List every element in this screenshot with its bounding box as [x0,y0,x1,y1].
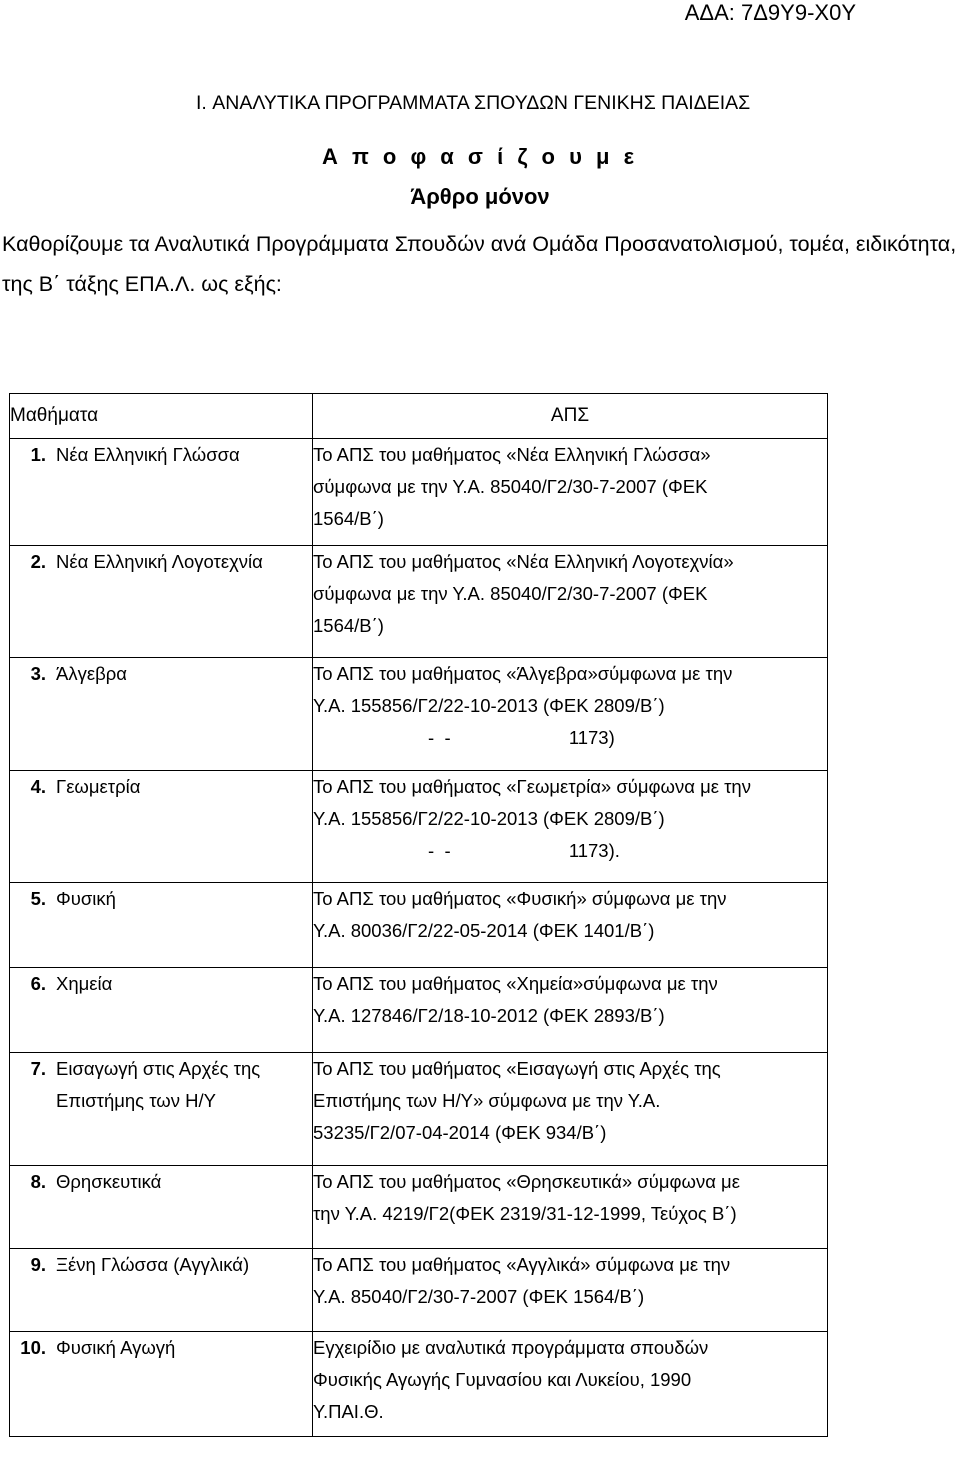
aps-line: Υ.Α. 155856/Γ2/22-10-2013 (ΦΕΚ 2809/Β΄) [313,695,665,716]
aps-line: Το ΑΠΣ του μαθήματος «Άλγεβρα»σύμφωνα με την [313,663,733,684]
aps-line: Το ΑΠΣ του μαθήματος «Χημεία»σύμφωνα με την [313,973,718,994]
curriculum-table [9,393,828,1437]
aps-line: Υ.ΠΑΙ.Θ. [313,1401,384,1422]
aps-line: την Υ.Α. 4219/Γ2(ΦΕΚ 2319/31-12-1999, Τεύχος Β΄) [313,1203,737,1224]
subject-name: Φυσική [56,888,116,909]
column-header-subjects: Μαθήματα [10,394,313,439]
aps-line: Φυσικής Αγωγής Γυμνασίου και Λυκείου, 1990 [313,1369,692,1390]
aps-line: Το ΑΠΣ του μαθήματος «Εισαγωγή στις Αρχές της [313,1058,721,1079]
aps-line: Το ΑΠΣ του μαθήματος «Γεωμετρία» σύμφωνα με την [313,776,751,797]
row-number: 4. [30,776,46,797]
aps-line: Το ΑΠΣ του μαθήματος «Νέα Ελληνική Λογοτεχνία» [313,551,734,572]
aps-line: 1564/Β΄) [313,615,384,636]
subject-name: Εισαγωγή στις Αρχές της Επιστήμης των Η/Υ [56,1058,261,1111]
aps-line: Επιστήμης των Η/Υ» σύμφωνα με την Υ.Α. [313,1090,661,1111]
row-number: 2. [30,551,46,572]
subject-name: Φυσική Αγωγή [56,1337,176,1358]
column-header-aps: ΑΠΣ [313,394,828,439]
row-number: 3. [30,663,46,684]
subject-cell [10,1053,313,1166]
table-row [10,1249,828,1332]
decision-heading: Α π ο φ α σ ί ζ ο υ μ ε [321,144,639,169]
aps-line: Υ.Α. 155856/Γ2/22-10-2013 (ΦΕΚ 2809/Β΄) [313,808,665,829]
section-title [196,91,750,115]
aps-line: Υ.Α. 127846/Γ2/18-10-2012 (ΦΕΚ 2893/Β΄) [313,1005,665,1026]
row-number: 6. [30,973,46,994]
table-row [10,1053,828,1166]
aps-cell [313,1332,828,1437]
aps-cell [313,883,828,968]
row-number: 7. [30,1058,46,1079]
row-number: 8. [30,1171,46,1192]
ada-code: ΑΔΑ: 7Δ9Υ9-Χ0Υ [684,0,856,25]
subject-cell [10,968,313,1053]
table-row [10,1166,828,1249]
intro-paragraph: Καθορίζουμε τα Αναλυτικά Προγράμματα Σπουδών ανά Ομάδα Προσανατολισμού, τομέα, ειδικότητα, της Β΄ τάξης ΕΠΑ.Λ. ως εξής: [2,232,957,296]
aps-line: 53235/Γ2/07-04-2014 (ΦΕΚ 934/Β΄) [313,1122,607,1143]
article-heading: Άρθρο μόνον [410,184,550,209]
table-row [10,546,828,658]
subject-name: Γεωμετρία [56,776,141,797]
aps-cell [313,1053,828,1166]
aps-line: Υ.Α. 80036/Γ2/22-05-2014 (ΦΕΚ 1401/Β΄) [313,920,655,941]
aps-cell [313,1249,828,1332]
aps-cell [313,968,828,1053]
table-row [10,968,828,1053]
subject-name: Θρησκευτικά [56,1171,162,1192]
section-title-text: I. ΑΝΑΛΥΤΙΚΑ ΠΡΟΓΡΑΜΜΑΤΑ ΣΠΟΥΔΩΝ ΓΕΝΙΚΗΣ ΠΑΙΔΕΙΑΣ [196,92,751,114]
aps-cell [313,1166,828,1249]
aps-extra-line: - - 1173) [428,727,615,748]
aps-extra-line: - - 1173). [428,840,620,861]
aps-line: Υ.Α. 85040/Γ2/30-7-2007 (ΦΕΚ 1564/Β΄) [313,1286,645,1307]
subject-cell [10,546,313,658]
aps-line: 1564/Β΄) [313,508,384,529]
subject-name: Ξένη Γλώσσα (Αγγλικά) [56,1254,250,1275]
table-row [10,883,828,968]
table-row [10,771,828,883]
aps-line: Το ΑΠΣ του μαθήματος «Θρησκευτικά» σύμφωνα με [313,1171,740,1192]
subject-cell [10,658,313,771]
subject-name: Νέα Ελληνική Γλώσσα [56,444,240,465]
subject-cell [10,771,313,883]
aps-cell [313,439,828,546]
row-number: 5. [30,888,46,909]
row-number: 1. [30,444,46,465]
subject-cell [10,883,313,968]
row-number: 9. [30,1254,46,1275]
aps-cell [313,546,828,658]
aps-line: Εγχειρίδιο με αναλυτικά προγράμματα σπουδών [313,1337,709,1358]
aps-line: Το ΑΠΣ του μαθήματος «Νέα Ελληνική Γλώσσα» [313,444,711,465]
subject-name: Χημεία [56,973,113,994]
aps-line: σύμφωνα με την Υ.Α. 85040/Γ2/30-7-2007 (ΦΕΚ [313,476,708,497]
aps-cell [313,771,828,883]
table-row [10,439,828,546]
subject-name: Νέα Ελληνική Λογοτεχνία [56,551,263,572]
table-header-row [10,394,828,439]
aps-line: Το ΑΠΣ του μαθήματος «Αγγλικά» σύμφωνα με την [313,1254,731,1275]
subject-name: Άλγεβρα [56,663,127,684]
subject-cell [10,1249,313,1332]
aps-line: Το ΑΠΣ του μαθήματος «Φυσική» σύμφωνα με την [313,888,727,909]
subject-cell [10,1166,313,1249]
aps-line: σύμφωνα με την Υ.Α. 85040/Γ2/30-7-2007 (ΦΕΚ [313,583,708,604]
aps-cell [313,658,828,771]
row-number: 10. [20,1337,46,1358]
subject-cell [10,439,313,546]
table-row [10,658,828,771]
subject-cell [10,1332,313,1437]
table-row [10,1332,828,1437]
